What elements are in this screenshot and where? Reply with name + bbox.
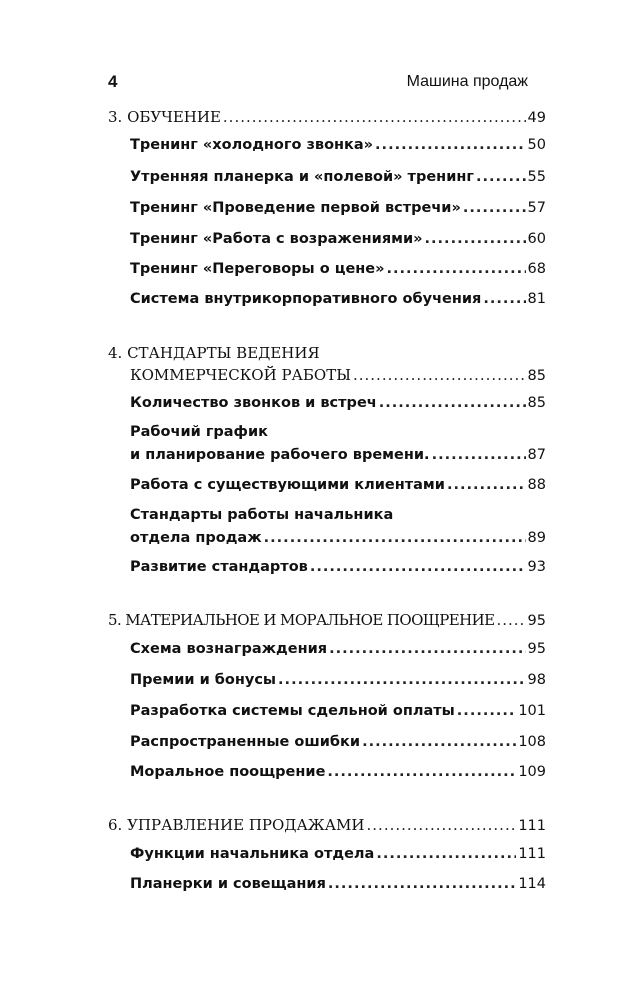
toc-page-number: 95 <box>527 641 546 657</box>
toc-chapter-6 <box>0 812 619 838</box>
toc-entry-title: 4. СТАНДАРТЫ ВЕДЕНИЯ <box>108 344 320 362</box>
toc-entry-title: Тренинг «Проведение первой встречи» <box>130 200 461 216</box>
toc-entry-title: Планерки и совещания <box>130 876 326 892</box>
toc-page-number: 85 <box>527 395 546 411</box>
toc-entry <box>0 554 619 580</box>
toc-entry <box>0 871 619 897</box>
toc-entry-title: Тренинг «холодного звонка» <box>130 137 374 153</box>
leader-dots <box>367 812 517 838</box>
toc-entry <box>0 164 619 190</box>
toc-entry-title: Утренняя планерка и «полевой» тренинг <box>130 169 474 185</box>
toc-entry-title: Тренинг «Переговоры о цене» <box>130 261 385 277</box>
toc-entry-title: Распространенные ошибки <box>130 734 361 750</box>
leader-dots <box>328 871 516 897</box>
leader-dots <box>483 286 525 312</box>
toc-entry-title: Стандарты работы начальника <box>130 507 394 523</box>
leader-dots <box>264 525 526 551</box>
toc-entry-title: Схема вознаграждения <box>130 641 328 657</box>
toc-chapter-3 <box>0 104 619 130</box>
leader-dots <box>447 472 526 498</box>
toc-entry-title: Функции начальника отдела <box>130 846 375 862</box>
toc-page-number: 95 <box>527 613 546 629</box>
toc-entry <box>0 729 619 755</box>
toc-page-number: 85 <box>527 368 546 384</box>
toc-entry <box>0 226 619 252</box>
toc-page-number: 87 <box>527 447 546 463</box>
leader-dots <box>457 698 517 724</box>
toc-page-number: 68 <box>527 261 546 277</box>
leader-dots <box>379 390 526 416</box>
leader-dots <box>476 164 526 190</box>
toc-page-number: 111 <box>518 846 546 862</box>
toc-entry <box>0 442 619 468</box>
toc-page-number: 101 <box>518 703 546 719</box>
toc-entry-title: отдела продаж <box>130 530 262 546</box>
toc-entry <box>0 132 619 158</box>
toc-entry <box>0 698 619 724</box>
toc-entry <box>0 759 619 785</box>
toc-page-number: 111 <box>518 818 546 834</box>
leader-dots <box>278 667 526 693</box>
toc-entry <box>0 390 619 416</box>
toc-entry-title: 6. УПРАВЛЕНИЕ ПРОДАЖАМИ <box>108 816 365 834</box>
toc-page-number: 50 <box>527 137 546 153</box>
toc-page-number: 89 <box>527 530 546 546</box>
toc-page-number: 88 <box>527 477 546 493</box>
toc-page-number: 55 <box>527 169 546 185</box>
leader-dots <box>375 132 526 158</box>
toc-page-number: 49 <box>527 110 546 126</box>
toc-entry <box>0 195 619 221</box>
toc-page-number: 98 <box>527 672 546 688</box>
toc-entry <box>0 256 619 282</box>
leader-dots <box>329 636 525 662</box>
toc-entry <box>0 636 619 662</box>
leader-dots <box>362 729 516 755</box>
leader-dots <box>432 442 526 468</box>
toc-entry-title: Система внутрикорпоративного обучения <box>130 291 482 307</box>
page-number: 4 <box>108 72 118 91</box>
toc-entry <box>0 667 619 693</box>
toc-entry-title: Тренинг «Работа с возражениями» <box>130 231 423 247</box>
toc-page-number: 108 <box>518 734 546 750</box>
running-header-title: Машина продаж <box>406 73 528 90</box>
toc-entry-title: Премии и бонусы <box>130 672 277 688</box>
leader-dots <box>387 256 526 282</box>
toc-entry <box>0 841 619 867</box>
toc-page-number: 93 <box>527 559 546 575</box>
leader-dots <box>463 195 526 221</box>
toc-entry-title: Количество звонков и встреч <box>130 395 377 411</box>
leader-dots <box>376 841 516 867</box>
toc-entry-title: 3. ОБУЧЕНИЕ <box>108 108 221 126</box>
toc-page-number: 109 <box>518 764 546 780</box>
toc-entry-title: 5. МАТЕРИАЛЬНОЕ И МОРАЛЬНОЕ ПООЩРЕНИЕ <box>108 611 495 629</box>
leader-dots <box>353 362 526 388</box>
toc-entry-title: Разработка системы сдельной оплаты <box>130 703 455 719</box>
toc-entry <box>0 472 619 498</box>
leader-dots <box>496 607 525 633</box>
toc-entry-title: Развитие стандартов <box>130 559 308 575</box>
toc-entry-title: Моральное поощрение <box>130 764 326 780</box>
toc-chapter-4 <box>0 362 619 388</box>
toc-entry-title: и планирование рабочего времени. <box>130 447 430 463</box>
toc-entry-title: КОММЕРЧЕСКОЙ РАБОТЫ <box>130 366 351 384</box>
toc-chapter-5 <box>0 607 619 633</box>
toc-page-number: 60 <box>527 231 546 247</box>
leader-dots <box>223 104 526 130</box>
toc-entry <box>0 286 619 312</box>
toc-entry-title: Рабочий график <box>130 424 268 440</box>
leader-dots <box>310 554 526 580</box>
leader-dots <box>425 226 526 252</box>
toc-page-number: 57 <box>527 200 546 216</box>
toc-page-number: 81 <box>527 291 546 307</box>
toc-entry-title: Работа с существующими клиентами <box>130 477 445 493</box>
toc-entry <box>0 525 619 551</box>
toc-page-number: 114 <box>518 876 546 892</box>
leader-dots <box>327 759 516 785</box>
